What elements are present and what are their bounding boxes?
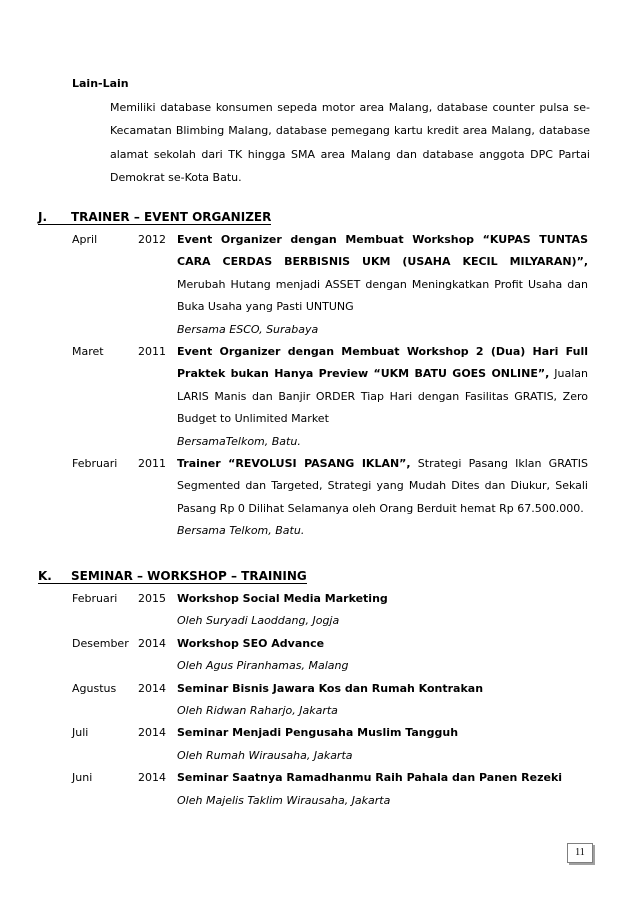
paragraph-line: alamat sekolah dari TK hingga SMA area Malang dan database anggota DPC Partai — [110, 147, 590, 161]
entry-speaker: Oleh Rumah Wirausaha, Jakarta — [177, 748, 353, 762]
entry-year: 2014 — [138, 726, 166, 740]
entry-month: Februari — [72, 592, 118, 605]
description-line: Budget to Unlimited Market — [177, 412, 329, 426]
paragraph-line: Kecamatan Blimbing Malang, database pemegang kartu kredit area Malang, database — [110, 124, 590, 137]
description-line: Event Organizer dengan Membuat Workshop “KUPAS TUNTAS — [177, 233, 588, 246]
entry-title: Seminar Bisnis Jawara Kos dan Rumah Kontrakan — [177, 681, 484, 695]
description-line: Event Organizer dengan Membuat Workshop 2 (Dua) Hari Full — [177, 345, 588, 359]
entry-row — [72, 229, 588, 341]
entry-speaker: Oleh Ridwan Raharjo, Jakarta — [177, 704, 338, 718]
description-line: Pasang Rp 0 Dilihat Selamanya oleh Orang Berduit hemat Rp 67.500.000. — [177, 501, 584, 515]
paragraph-line: Memiliki database konsumen sepeda motor area Malang, database counter pulsa se- — [110, 100, 590, 114]
entry-description — [177, 722, 588, 767]
entry-row — [72, 678, 588, 723]
entry-year: 2014 — [138, 771, 166, 785]
section-letter: J. — [38, 210, 48, 224]
entry-year: 2011 — [138, 345, 166, 359]
entry-month: Februari — [72, 457, 118, 471]
entry-month: Juni — [72, 771, 93, 785]
entry-title: Workshop Social Media Marketing — [177, 592, 388, 605]
entry-description — [177, 229, 588, 341]
entry-year: 2011 — [138, 457, 166, 471]
section-title: SEMINAR – WORKSHOP – TRAINING — [71, 569, 307, 583]
paragraph-line: Demokrat se-Kota Batu. — [110, 171, 242, 184]
entry-organizer: Bersama ESCO, Surabaya — [177, 322, 319, 336]
lain-lain-section — [72, 72, 590, 190]
entry-speaker: Oleh Agus Piranhamas, Malang — [177, 659, 349, 673]
description-line — [177, 363, 588, 385]
entry-title: Seminar Menjadi Pengusaha Muslim Tangguh — [177, 726, 459, 740]
bold-text: Trainer “REVOLUSI PASANG IKLAN”, — [177, 457, 411, 471]
section-heading — [38, 564, 588, 588]
entry-row — [72, 722, 588, 767]
section-seminar-workshop-training — [38, 564, 588, 812]
section-letter: K. — [38, 569, 52, 583]
description-line — [177, 453, 588, 475]
entry-year: 2015 — [138, 592, 166, 605]
entry-organizer: BersamaTelkom, Batu. — [177, 434, 301, 448]
section-title: TRAINER – EVENT ORGANIZER — [71, 210, 272, 224]
description-line: Segmented dan Targeted, Strategi yang Mudah Dites dan Diukur, Sekali — [177, 479, 588, 493]
entry-month: Maret — [72, 345, 104, 359]
entry-description — [177, 633, 588, 678]
section-heading — [38, 205, 588, 229]
entry-row — [72, 453, 588, 543]
description-line: LARIS Manis dan Banjir ORDER Tiap Hari dengan Fasilitas GRATIS, Zero — [177, 389, 588, 403]
entry-year: 2014 — [138, 681, 166, 695]
entry-row — [72, 588, 588, 633]
entry-year: 2012 — [138, 233, 166, 246]
entry-list — [72, 229, 588, 543]
entry-description — [177, 678, 588, 723]
description-line: Buka Usaha yang Pasti UNTUNG — [177, 300, 354, 314]
description-line: Merubah Hutang menjadi ASSET dengan Meningkatkan Profit Usaha dan — [177, 277, 588, 291]
entry-list — [72, 588, 588, 812]
entry-title: Workshop SEO Advance — [177, 636, 325, 650]
page-number-box — [567, 843, 593, 863]
entry-title: Seminar Saatnya Ramadhanmu Raih Pahala dan Panen Rezeki — [177, 771, 563, 785]
entry-description — [177, 588, 588, 633]
entry-description — [177, 341, 588, 453]
regular-text: Jualan — [554, 367, 588, 381]
section-trainer-event-organizer — [38, 205, 588, 543]
lain-lain-paragraph — [110, 96, 590, 190]
page-number: 11 — [575, 847, 585, 858]
entry-speaker: Oleh Majelis Taklim Wirausaha, Jakarta — [177, 793, 391, 807]
entry-speaker: Oleh Suryadi Laoddang, Jogja — [177, 614, 340, 628]
entry-row — [72, 633, 588, 678]
entry-row — [72, 767, 588, 812]
entry-year: 2014 — [138, 636, 166, 650]
regular-text: Strategi Pasang Iklan GRATIS — [417, 457, 589, 471]
bold-text: Praktek bukan Hanya Preview “UKM BATU GOES ONLINE”, — [177, 367, 550, 381]
entry-month: Juli — [72, 726, 89, 740]
entry-month: April — [72, 233, 98, 246]
description-line: CARA CERDAS BERBISNIS UKM (USAHA KECIL MILYARAN)”, — [177, 255, 588, 269]
lain-lain-title: Lain-Lain — [72, 77, 129, 90]
section-heading-underlined — [38, 570, 307, 584]
entry-description — [177, 767, 588, 812]
section-heading-underlined — [38, 211, 271, 225]
entry-organizer: Bersama Telkom, Batu. — [177, 524, 305, 538]
entry-description — [177, 453, 588, 543]
entry-row — [72, 341, 588, 453]
entry-month: Agustus — [72, 681, 117, 695]
entry-month: Desember — [72, 636, 129, 650]
